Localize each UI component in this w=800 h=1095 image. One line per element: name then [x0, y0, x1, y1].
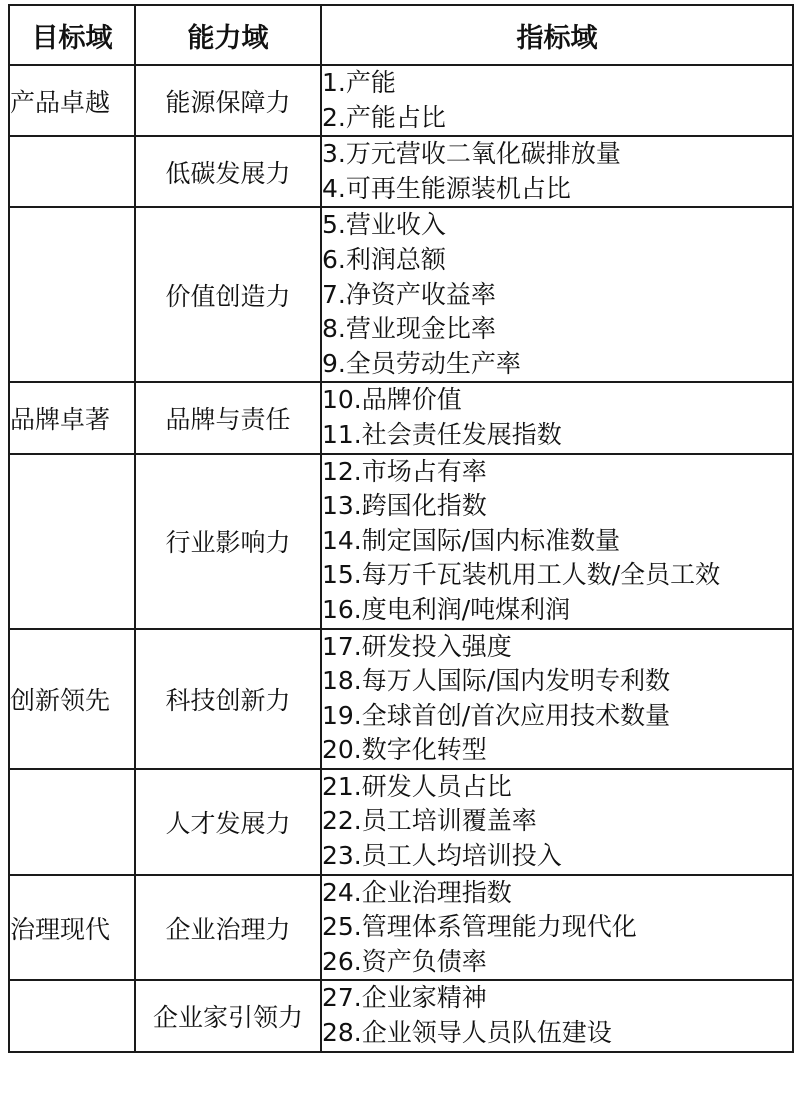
indicator-domain-cell [321, 136, 793, 207]
capability-domain-cell: 低碳发展力 [135, 136, 321, 207]
indicator-item: 12.市场占有率 [322, 456, 487, 486]
indicator-item: 5.营业收入 [322, 210, 446, 240]
goal-domain-cell: 品牌卓著 [9, 382, 135, 453]
capability-domain-cell: 科技创新力 [135, 629, 321, 769]
table-row [9, 980, 793, 1051]
indicator-item: 16.度电利润/吨煤利润 [322, 594, 571, 624]
indicator-item: 27.企业家精神 [322, 983, 487, 1013]
table-row [9, 769, 793, 875]
goal-domain-cell [9, 207, 135, 382]
goal-domain-cell [9, 769, 135, 875]
indicator-domain-cell [321, 65, 793, 136]
indicator-table [8, 4, 794, 1053]
indicator-domain-cell [321, 382, 793, 453]
capability-domain-cell: 品牌与责任 [135, 382, 321, 453]
goal-domain-cell: 治理现代 [9, 875, 135, 981]
table-row [9, 629, 793, 769]
indicator-item: 25.管理体系管理能力现代化 [322, 912, 637, 942]
indicator-item: 17.研发投入强度 [322, 631, 512, 661]
table-row [9, 875, 793, 981]
table-row [9, 382, 793, 453]
table-row [9, 207, 793, 382]
indicator-item: 26.资产负债率 [322, 946, 487, 976]
capability-domain-cell: 价值创造力 [135, 207, 321, 382]
indicator-item: 13.跨国化指数 [322, 491, 487, 521]
table-body [9, 65, 793, 1052]
indicator-item: 9.全员劳动生产率 [322, 348, 521, 378]
indicator-item: 21.研发人员占比 [322, 771, 512, 801]
indicator-item: 4.可再生能源装机占比 [322, 173, 571, 203]
capability-domain-cell: 人才发展力 [135, 769, 321, 875]
capability-domain-cell: 行业影响力 [135, 454, 321, 629]
indicator-item: 2.产能占比 [322, 102, 446, 132]
goal-domain-cell: 产品卓越 [9, 65, 135, 136]
indicator-item: 28.企业领导人员队伍建设 [322, 1018, 612, 1048]
indicator-item: 7.净资产收益率 [322, 279, 496, 309]
header-row [9, 5, 793, 65]
indicator-item: 10.品牌价值 [322, 385, 462, 415]
indicator-domain-cell [321, 207, 793, 382]
indicator-domain-cell [321, 980, 793, 1051]
table-row [9, 136, 793, 207]
indicator-item: 6.利润总额 [322, 244, 446, 274]
indicator-item: 24.企业治理指数 [322, 877, 512, 907]
indicator-item: 8.营业现金比率 [322, 314, 496, 344]
capability-domain-cell: 企业家引领力 [135, 980, 321, 1051]
indicator-item: 19.全球首创/首次应用技术数量 [322, 700, 671, 730]
table-row [9, 65, 793, 136]
capability-domain-cell: 能源保障力 [135, 65, 321, 136]
goal-domain-cell [9, 980, 135, 1051]
indicator-item: 11.社会责任发展指数 [322, 419, 562, 449]
header-capability-domain: 能力域 [135, 5, 321, 65]
goal-domain-cell: 创新领先 [9, 629, 135, 769]
goal-domain-cell [9, 136, 135, 207]
indicator-item: 23.员工人均培训投入 [322, 841, 562, 871]
indicator-item: 20.数字化转型 [322, 735, 487, 765]
indicator-item: 22.员工培训覆盖率 [322, 806, 537, 836]
indicator-item: 3.万元营收二氧化碳排放量 [322, 139, 621, 169]
indicator-item: 18.每万人国际/国内发明专利数 [322, 666, 671, 696]
goal-domain-cell [9, 454, 135, 629]
indicator-domain-cell [321, 629, 793, 769]
indicator-domain-cell [321, 769, 793, 875]
indicator-item: 15.每万千瓦装机用工人数/全员工效 [322, 560, 721, 590]
indicator-item: 1.产能 [322, 68, 396, 97]
indicator-domain-cell [321, 454, 793, 629]
table-row [9, 454, 793, 629]
header-goal-domain: 目标域 [9, 5, 135, 65]
header-indicator-domain: 指标域 [321, 5, 793, 65]
indicator-domain-cell [321, 875, 793, 981]
indicator-item: 14.制定国际/国内标准数量 [322, 525, 621, 555]
capability-domain-cell: 企业治理力 [135, 875, 321, 981]
